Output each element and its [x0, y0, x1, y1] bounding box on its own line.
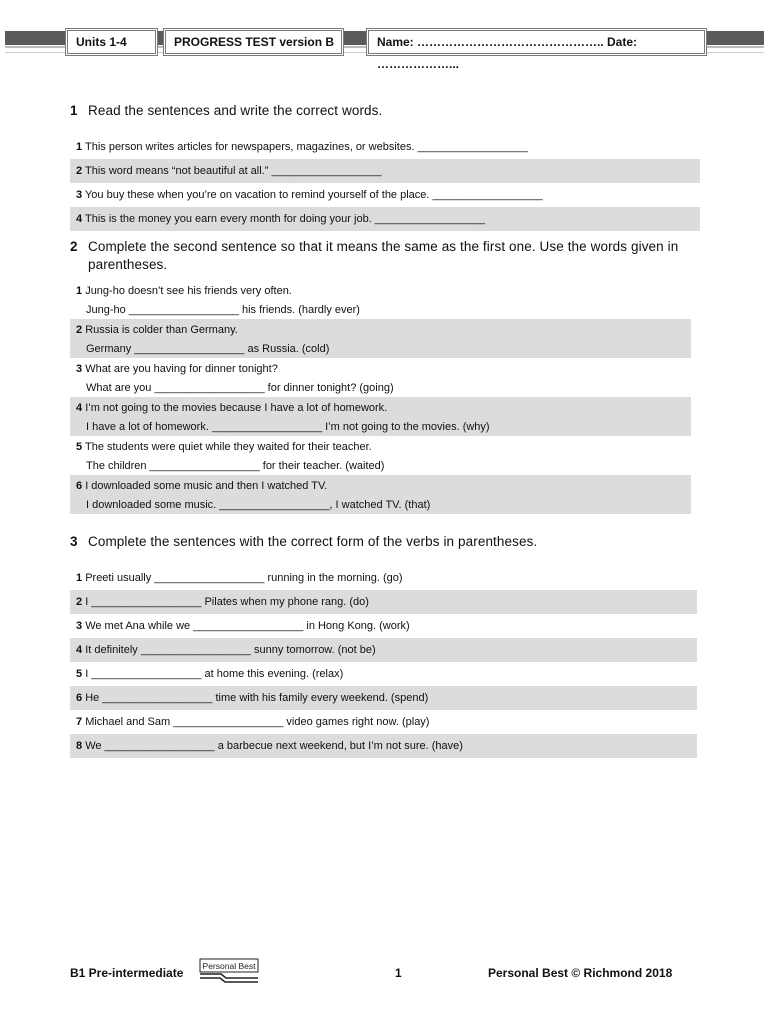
section-number: 1: [70, 103, 78, 118]
answer-line[interactable]: The children __________________ for their teacher. (waited): [86, 460, 385, 472]
question-number: 3: [76, 363, 83, 375]
question-number: 4: [76, 213, 83, 225]
question-number: 5: [76, 668, 83, 680]
question-number: 1: [76, 572, 83, 584]
question-row[interactable]: [70, 159, 700, 183]
footer-copyright: Personal Best © Richmond 2018: [488, 966, 673, 980]
question-row[interactable]: [70, 358, 691, 397]
question-text: I’m not going to the movies because I have a lot of homework.: [85, 402, 388, 414]
question-number: 1: [76, 285, 83, 297]
question-row[interactable]: [70, 436, 691, 475]
test-title: PROGRESS TEST version B: [163, 28, 344, 56]
question-row[interactable]: [70, 566, 697, 590]
footer-level: B1 Pre-intermediate: [70, 966, 184, 980]
question-row[interactable]: [70, 280, 691, 319]
question-number: 5: [76, 441, 83, 453]
question-row[interactable]: [70, 183, 700, 207]
question-number: 4: [76, 644, 83, 656]
header-bar: [5, 31, 65, 45]
question-text: Russia is colder than Germany.: [85, 324, 238, 336]
section-title: [70, 239, 700, 272]
logo-text: Personal Best: [202, 961, 256, 971]
question-row[interactable]: [70, 662, 697, 686]
question-text: You buy these when you’re on vacation to remind yourself of the place. __________________: [84, 189, 543, 201]
question-number: 6: [76, 692, 83, 704]
question-text: We __________________ a barbecue next weekend, but I’m not sure. (have): [85, 740, 463, 752]
section-instruction: Complete the sentences with the correct form of the verbs in parentheses.: [88, 534, 538, 549]
question-row[interactable]: [70, 207, 700, 231]
section-instruction: Complete the second sentence so that it means the same as the first one. Use the words given in: [88, 239, 679, 254]
question-row[interactable]: [70, 319, 691, 358]
answer-line[interactable]: I have a lot of homework. __________________ I’m not going to the movies. (why): [86, 421, 490, 433]
units-label: Units 1-4: [65, 28, 158, 56]
question-text: I __________________ Pilates when my phone rang. (do): [85, 596, 369, 608]
question-number: 8: [76, 740, 83, 752]
question-text: The students were quiet while they waited for their teacher.: [84, 441, 372, 453]
question-text: I __________________ at home this evening. (relax): [85, 668, 344, 680]
question-row[interactable]: [70, 135, 700, 159]
question-row[interactable]: [70, 710, 697, 734]
answer-line[interactable]: I downloaded some music. __________________, I watched TV. (that): [86, 499, 431, 511]
answer-line[interactable]: Jung-ho __________________ his friends. (hardly ever): [86, 304, 360, 316]
question-list: [70, 280, 691, 514]
question-number: 3: [76, 189, 83, 201]
personal-best-logo-icon: [199, 958, 259, 984]
question-number: 2: [76, 596, 83, 608]
answer-line[interactable]: What are you __________________ for dinner tonight? (going): [86, 382, 394, 394]
section-1: [70, 103, 700, 231]
question-text: Michael and Sam __________________ video games right now. (play): [85, 716, 430, 728]
question-number: 7: [76, 716, 83, 728]
question-text: We met Ana while we __________________ in Hong Kong. (work): [85, 620, 410, 632]
question-number: 4: [76, 402, 83, 414]
question-number: 1: [76, 141, 83, 153]
question-number: 6: [76, 480, 83, 492]
header-bar: [706, 31, 764, 45]
section-title: [70, 534, 700, 549]
section-instruction: Read the sentences and write the correct words.: [88, 103, 383, 118]
name-date-field[interactable]: Name: ……………………………………….. Date: ………………...: [366, 28, 707, 56]
section-number: 2: [70, 239, 78, 254]
section-2: [70, 239, 700, 514]
question-row[interactable]: [70, 614, 697, 638]
question-row[interactable]: [70, 638, 697, 662]
question-list: [70, 566, 697, 758]
question-row[interactable]: [70, 475, 691, 514]
section-3: [70, 534, 700, 758]
question-number: 2: [76, 324, 83, 336]
question-text: It definitely __________________ sunny tomorrow. (not be): [85, 644, 376, 656]
question-text: This is the money you earn every month for doing your job. __________________: [84, 213, 485, 225]
question-row[interactable]: [70, 397, 691, 436]
question-text: He __________________ time with his family every weekend. (spend): [85, 692, 429, 704]
question-text: I downloaded some music and then I watched TV.: [85, 480, 328, 492]
header-bar: [344, 31, 366, 45]
section-number: 3: [70, 534, 78, 549]
page-number: 1: [395, 966, 402, 980]
question-text: This person writes articles for newspapers, magazines, or websites. __________________: [84, 141, 528, 153]
question-row[interactable]: [70, 686, 697, 710]
question-text: What are you having for dinner tonight?: [85, 363, 278, 375]
question-text: Jung-ho doesn’t see his friends very often.: [85, 285, 292, 297]
question-text: Preeti usually __________________ running in the morning. (go): [85, 572, 403, 584]
question-row[interactable]: [70, 590, 697, 614]
question-list: [70, 135, 700, 231]
section-instruction-cont: parentheses.: [88, 257, 168, 272]
answer-line[interactable]: Germany __________________ as Russia. (cold): [86, 343, 330, 355]
question-number: 3: [76, 620, 83, 632]
question-number: 2: [76, 165, 83, 177]
question-text: This word means “not beautiful at all.” __________________: [84, 165, 382, 177]
section-title: [70, 103, 700, 118]
question-row[interactable]: [70, 734, 697, 758]
